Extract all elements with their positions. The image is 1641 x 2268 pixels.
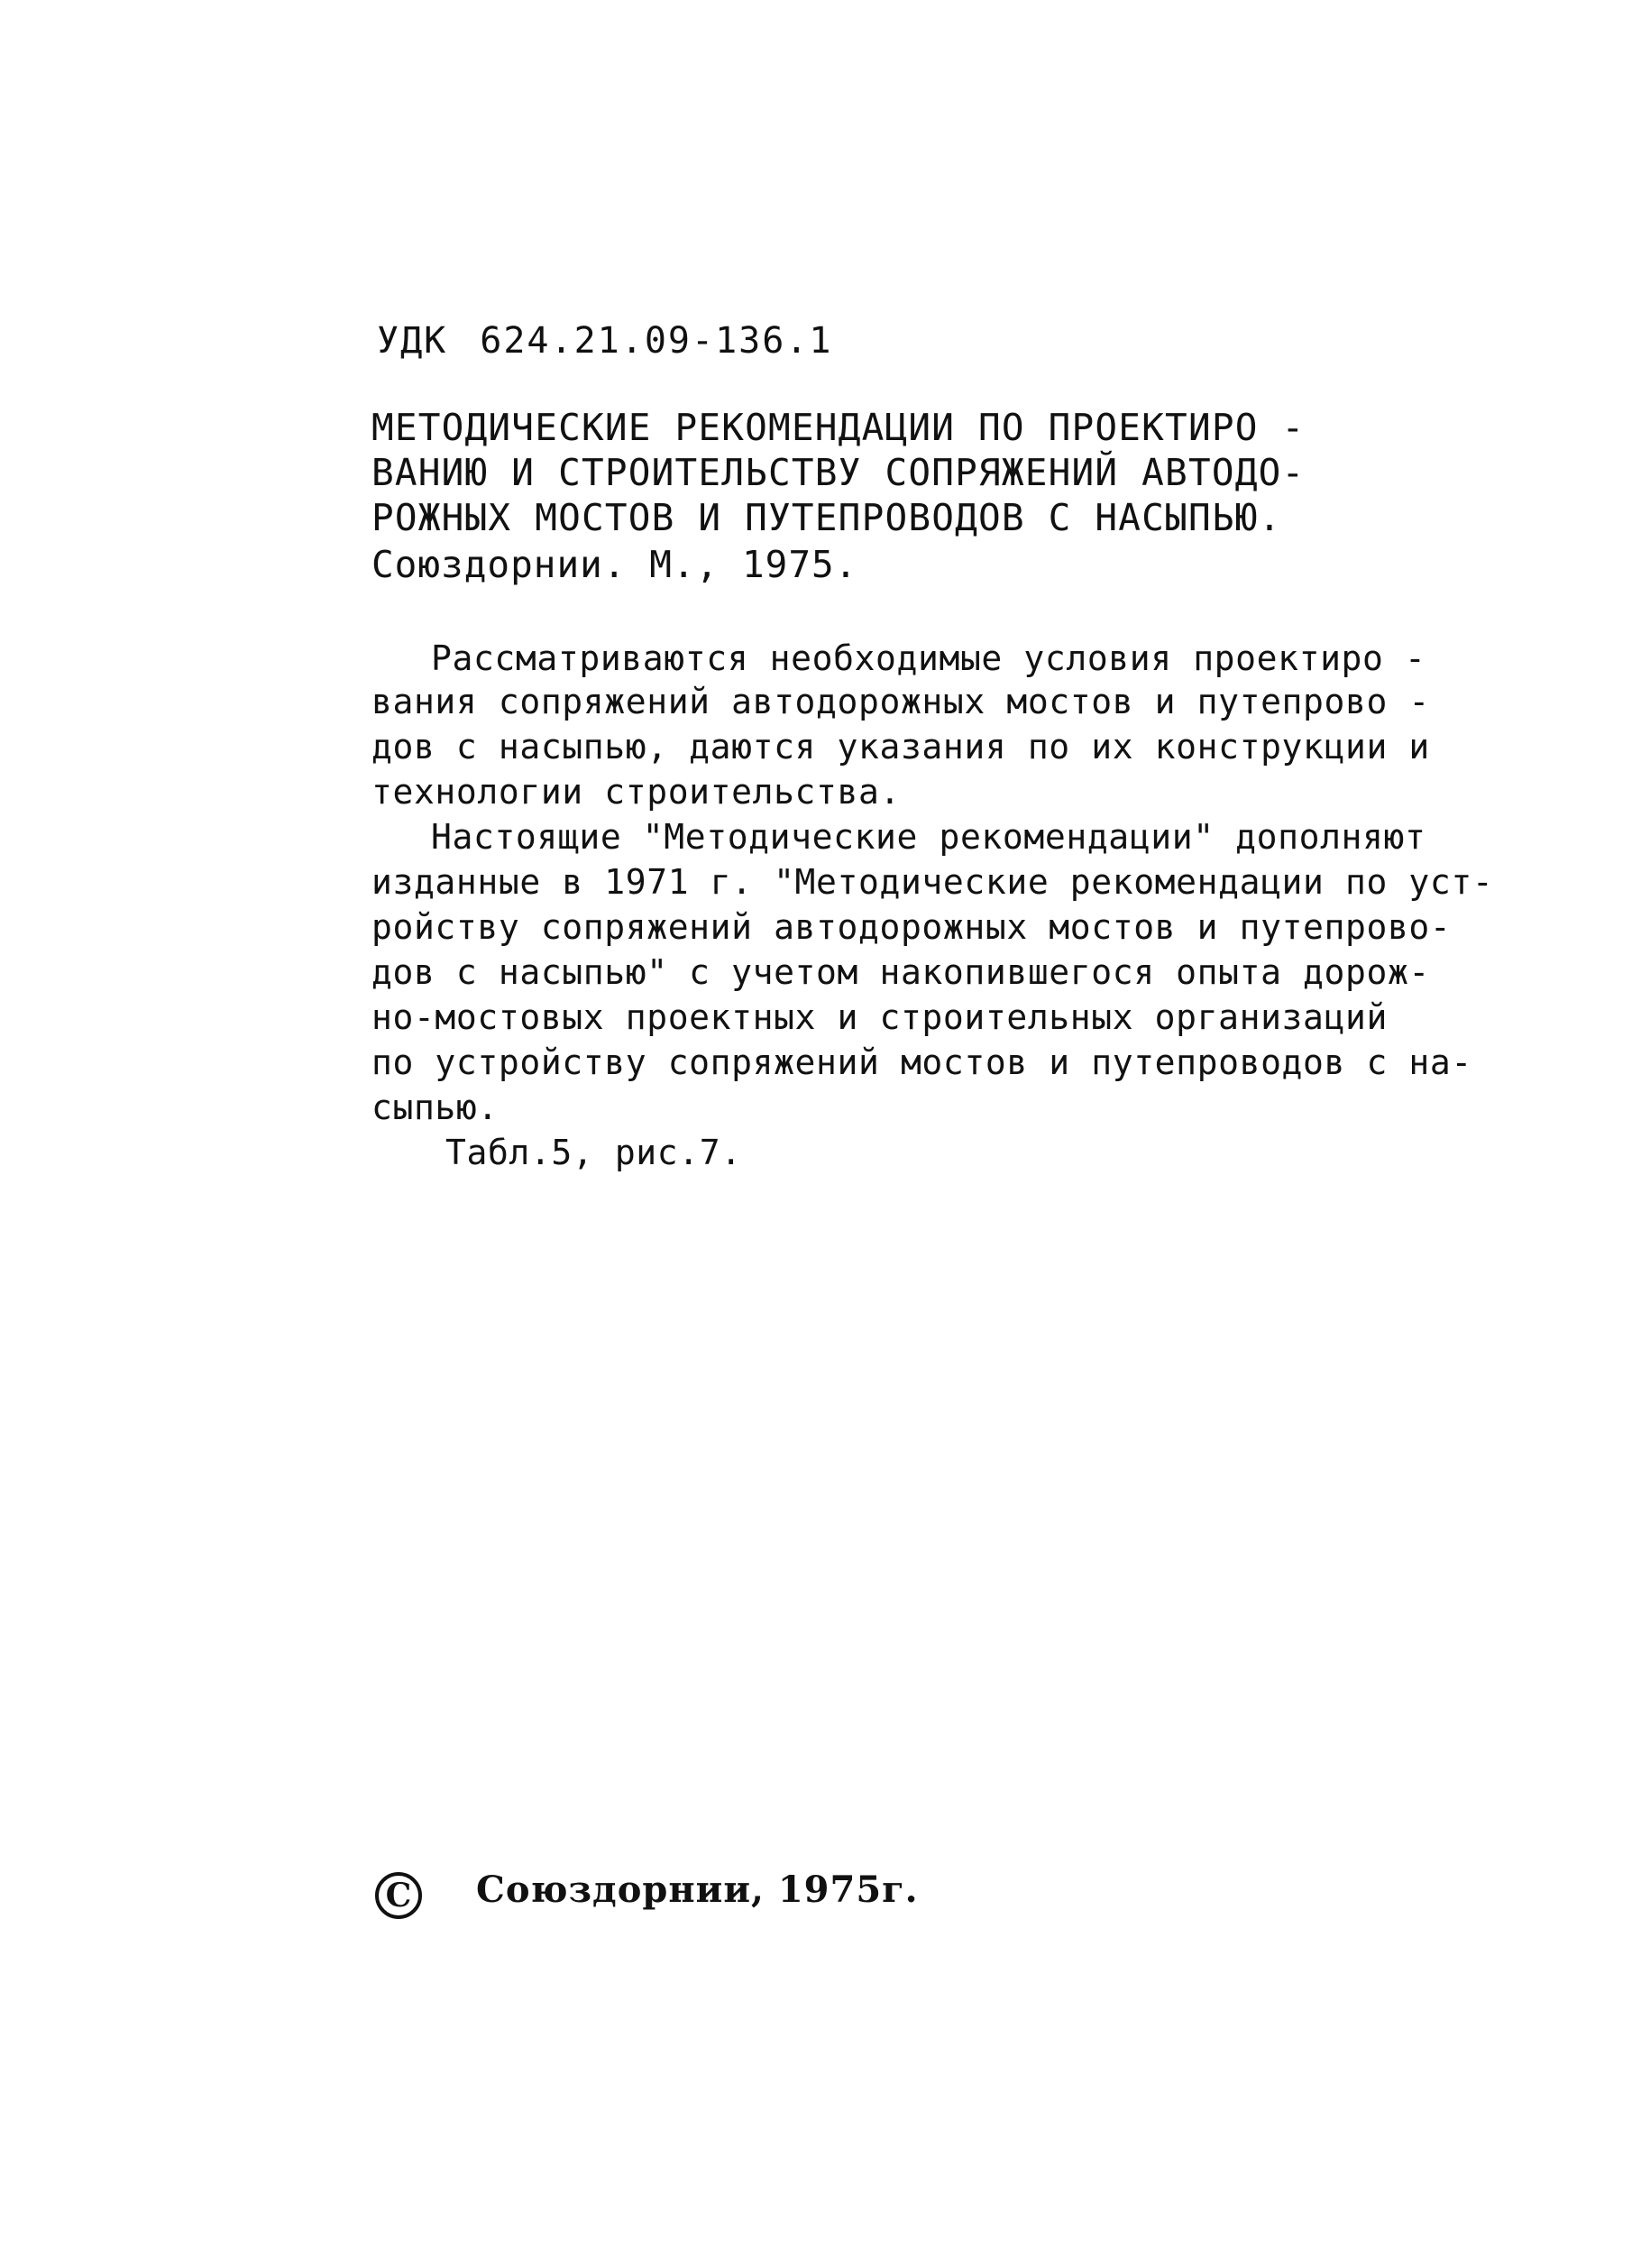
udk-label: УДК (377, 320, 448, 362)
abstract-line-12: Табл.5, рис.7. (445, 1133, 742, 1172)
abstract-line-5: Настоящие "Методические рекомендации" дополняют (431, 817, 1426, 857)
copyright-text: Союздорнии, 1975г. (476, 1869, 919, 1911)
publisher-line: Союздорнии. М., 1975. (371, 543, 858, 586)
udk-line (377, 320, 832, 362)
abstract-line-11: сыпью. (371, 1088, 499, 1127)
abstract-line-1: Рассматриваются необходимые условия проектиро - (431, 638, 1426, 678)
abstract-line-7: ройству сопряжений автодорожных мостов и путепрово- (371, 907, 1452, 947)
abstract-line-3: дов с насыпью, даются указания по их конструкции и (371, 727, 1430, 767)
copyright-icon: C (375, 1872, 422, 1919)
title-line-1: МЕТОДИЧЕСКИЕ РЕКОМЕНДАЦИИ ПО ПРОЕКТИРО - (371, 406, 1306, 449)
title-line-2: ВАНИЮ И СТРОИТЕЛЬСТВУ СОПРЯЖЕНИЙ АВТОДО- (371, 451, 1306, 494)
udk-number: 624.21.09-136.1 (480, 320, 833, 362)
abstract-line-6: изданные в 1971 г. "Методические рекомендации по уст- (371, 862, 1494, 902)
abstract-line-4: технологии строительства. (371, 772, 901, 812)
title-line-3: РОЖНЫХ МОСТОВ И ПУТЕПРОВОДОВ С НАСЫПЬЮ. (371, 496, 1282, 539)
abstract-line-2: вания сопряжений автодорожных мостов и путепрово - (371, 682, 1430, 721)
abstract-line-8: дов с насыпью" с учетом накопившегося опыта дорож- (371, 952, 1430, 992)
abstract-line-10: по устройству сопряжений мостов и путепроводов с на- (371, 1042, 1472, 1082)
abstract-line-9: но-мостовых проектных и строительных организаций (371, 997, 1388, 1037)
